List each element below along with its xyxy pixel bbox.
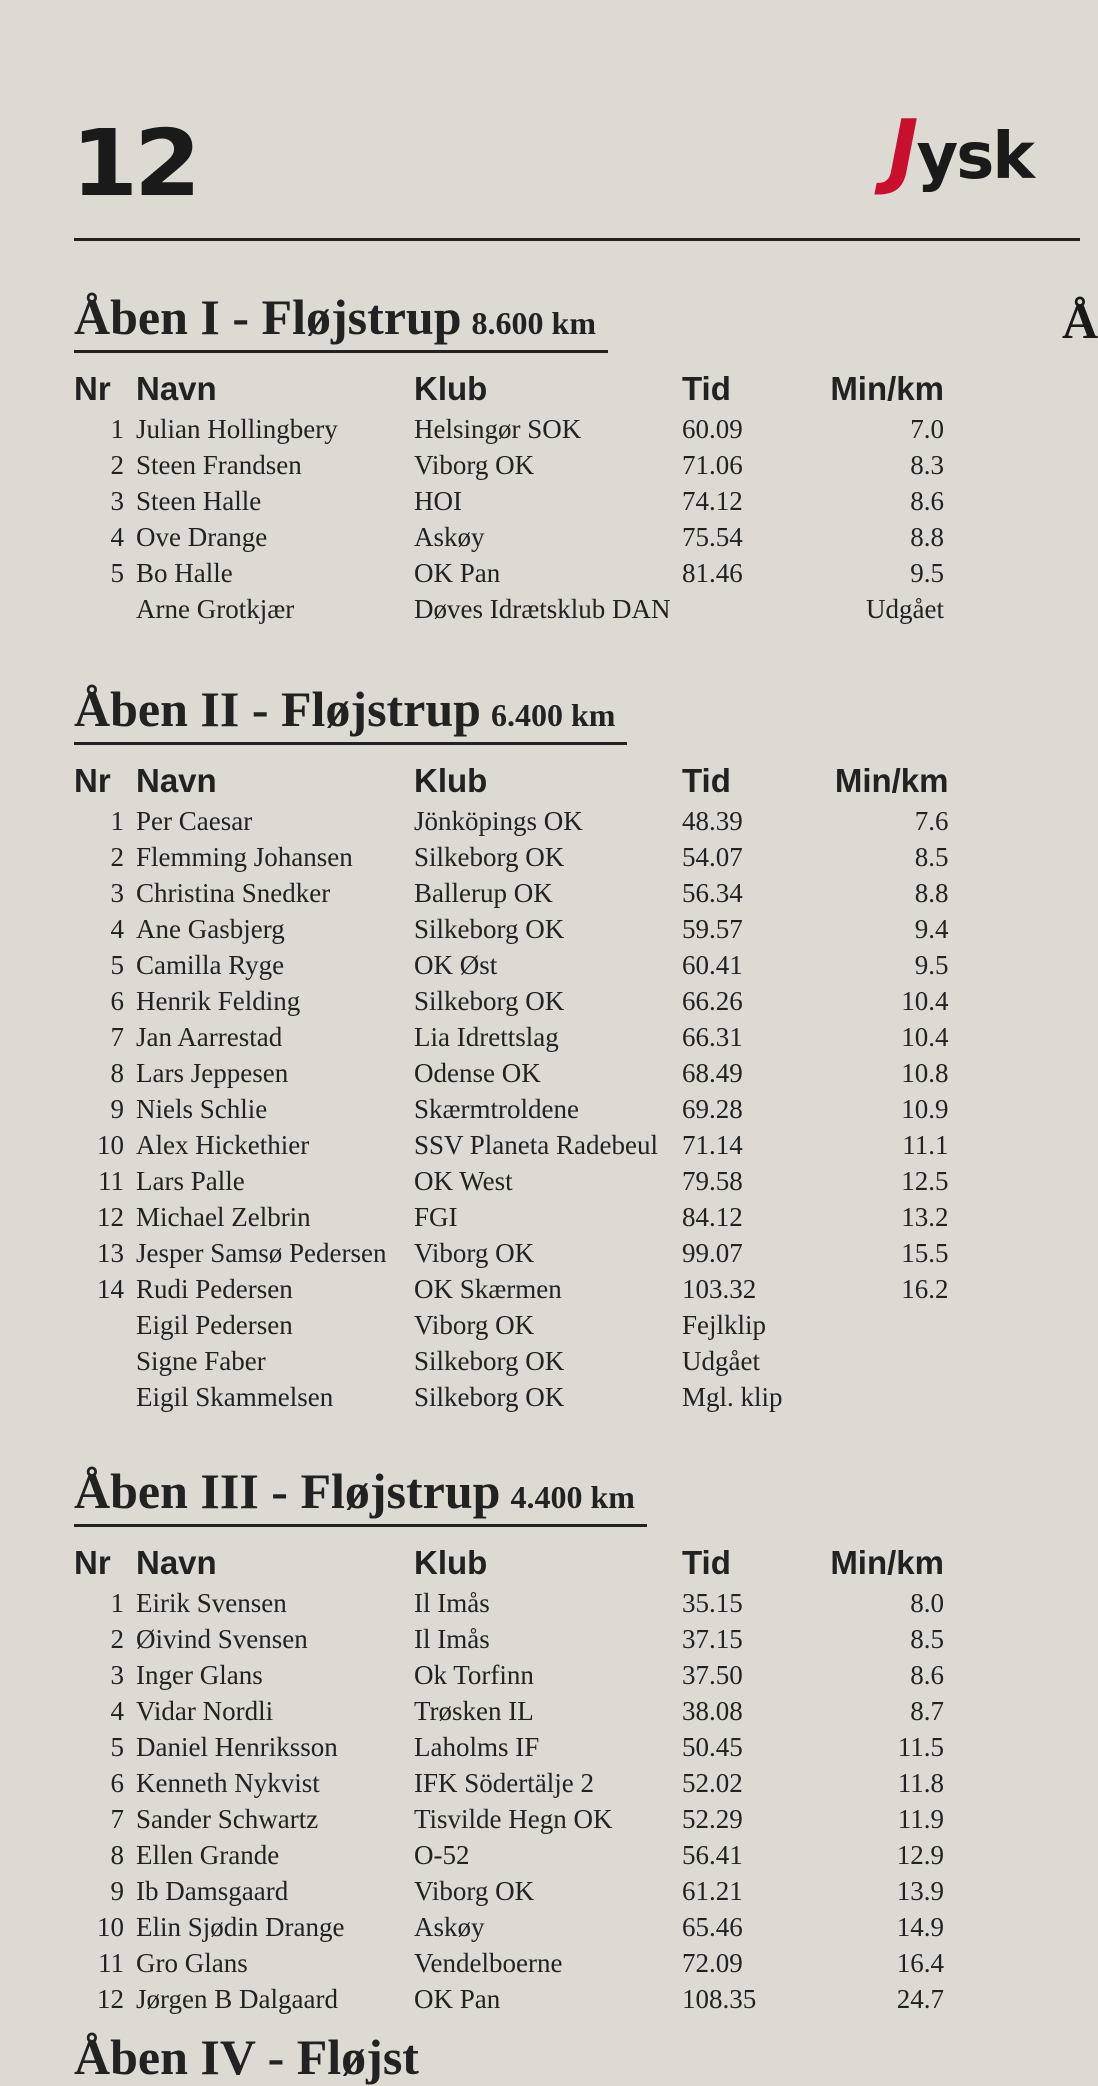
rank-cell: 2 xyxy=(110,1623,124,1654)
time-cell: 74.12 xyxy=(682,485,743,516)
time-cell: 52.29 xyxy=(682,1803,743,1834)
club-cell: Odense OK xyxy=(414,1057,541,1088)
name-cell: Daniel Henriksson xyxy=(136,1731,338,1762)
pace-cell: 8.5 xyxy=(914,841,949,872)
table-row xyxy=(74,1379,949,1415)
club-cell: Viborg OK xyxy=(414,449,535,480)
club-cell: OK Pan xyxy=(414,1983,501,2014)
pace-cell: 7.0 xyxy=(910,413,944,444)
time-cell: 66.26 xyxy=(682,985,743,1016)
club-cell: Lia Idrettslag xyxy=(414,1021,559,1052)
column-header-minkm: Min/km xyxy=(830,1544,944,1581)
rank-cell: 12 xyxy=(97,1201,124,1232)
table-row xyxy=(74,1019,949,1055)
name-cell: Niels Schlie xyxy=(136,1093,268,1124)
pace-cell: 8.6 xyxy=(910,1659,944,1690)
name-cell: Vidar Nordli xyxy=(136,1695,274,1726)
column-header-tid: Tid xyxy=(682,370,731,407)
rank-cell: 10 xyxy=(97,1129,124,1160)
name-cell: Jesper Samsø Pedersen xyxy=(136,1237,387,1268)
time-cell xyxy=(682,591,778,627)
time-cell: 68.49 xyxy=(682,1057,743,1088)
rank-cell: 1 xyxy=(110,805,124,836)
column-header-klub: Klub xyxy=(414,370,488,407)
time-cell: 84.12 xyxy=(682,1201,743,1232)
pace-cell: 8.8 xyxy=(910,521,944,552)
column-header-tid: Tid xyxy=(682,1544,731,1581)
name-cell: Ove Drange xyxy=(136,521,268,552)
name-cell: Jan Aarrestad xyxy=(136,1021,283,1052)
name-cell: Signe Faber xyxy=(136,1345,266,1376)
time-cell: Udgået xyxy=(682,1345,760,1376)
pace-cell: 16.4 xyxy=(896,1947,944,1978)
club-cell: Silkeborg OK xyxy=(414,1381,565,1412)
club-cell: HOI xyxy=(414,485,462,516)
rank-cell: 6 xyxy=(110,985,124,1016)
pace-cell: 8.5 xyxy=(910,1623,944,1654)
table-row xyxy=(74,1055,949,1091)
rank-cell: 3 xyxy=(110,485,124,516)
table-header-row xyxy=(74,367,944,411)
time-cell: 48.39 xyxy=(682,805,743,836)
name-cell: Eirik Svensen xyxy=(136,1587,287,1618)
table-row xyxy=(74,555,944,591)
time-cell: 38.08 xyxy=(682,1695,743,1726)
time-cell: Mgl. klip xyxy=(682,1381,783,1412)
rank-cell: 3 xyxy=(110,877,124,908)
name-cell: Eigil Pedersen xyxy=(136,1309,293,1340)
rank-cell: 9 xyxy=(110,1875,124,1906)
newspaper-brand-logo: Jysk xyxy=(888,103,1033,198)
pace-cell: 11.1 xyxy=(902,1129,949,1160)
club-cell: Askøy xyxy=(414,521,485,552)
rank-cell: 7 xyxy=(110,1021,124,1052)
pace-cell xyxy=(783,1379,949,1415)
club-cell: Jönköpings OK xyxy=(414,805,583,836)
table-row xyxy=(74,1307,949,1343)
pace-cell: 8.6 xyxy=(910,485,944,516)
rank-cell xyxy=(74,591,136,627)
name-cell: Christina Snedker xyxy=(136,877,331,908)
name-cell: Per Caesar xyxy=(136,805,253,836)
time-cell: 37.15 xyxy=(682,1623,743,1654)
pace-cell: 7.6 xyxy=(914,805,949,836)
time-cell: 108.35 xyxy=(682,1983,757,2014)
time-cell: 65.46 xyxy=(682,1911,743,1942)
club-cell: Silkeborg OK xyxy=(414,841,565,872)
table-row xyxy=(74,803,949,839)
table-row xyxy=(74,911,949,947)
section-title: Åben I - Fløjstrup 8.600 km xyxy=(74,288,608,353)
name-cell: Michael Zelbrin xyxy=(136,1201,311,1232)
name-cell: Elin Sjødin Drange xyxy=(136,1911,345,1942)
table-row xyxy=(74,1801,944,1837)
column-header-nr: Nr xyxy=(74,762,111,799)
table-row xyxy=(74,1945,944,1981)
table-row xyxy=(74,1765,944,1801)
column-header-nr: Nr xyxy=(74,1544,111,1581)
rank-cell: 4 xyxy=(110,1695,124,1726)
header-divider xyxy=(74,238,1080,241)
name-cell: Alex Hickethier xyxy=(136,1129,310,1160)
time-cell: 71.06 xyxy=(682,449,743,480)
pace-cell: 24.7 xyxy=(896,1983,944,2014)
club-cell: Ballerup OK xyxy=(414,877,553,908)
results-table xyxy=(74,759,949,1415)
club-cell: Askøy xyxy=(414,1911,485,1942)
club-cell: Døves Idrætsklub DAN xyxy=(414,593,671,624)
time-cell: 60.09 xyxy=(682,413,743,444)
rank-cell: 14 xyxy=(97,1273,124,1304)
rank-cell xyxy=(74,1379,136,1415)
pace-cell: 9.5 xyxy=(914,949,949,980)
rank-cell xyxy=(74,1343,136,1379)
rank-cell: 11 xyxy=(98,1947,124,1978)
column-header-minkm: Min/km xyxy=(834,762,949,799)
rank-cell: 5 xyxy=(110,1731,124,1762)
pace-cell: 11.9 xyxy=(897,1803,944,1834)
club-cell: IFK Södertälje 2 xyxy=(414,1767,594,1798)
pace-cell: 8.3 xyxy=(910,449,944,480)
pace-cell: 9.4 xyxy=(914,913,949,944)
rank-cell: 9 xyxy=(110,1093,124,1124)
name-cell: Arne Grotkjær xyxy=(136,593,295,624)
table-row xyxy=(74,1343,949,1379)
pace-cell xyxy=(783,1343,949,1379)
club-cell: Tisvilde Hegn OK xyxy=(414,1803,613,1834)
table-row xyxy=(74,483,944,519)
club-cell: Vendelboerne xyxy=(414,1947,563,1978)
club-cell: Viborg OK xyxy=(414,1237,535,1268)
table-row xyxy=(74,1235,949,1271)
table-header-row xyxy=(74,759,949,803)
name-cell: Steen Halle xyxy=(136,485,262,516)
table-row xyxy=(74,1657,944,1693)
rank-cell: 4 xyxy=(110,913,124,944)
table-row xyxy=(74,1199,949,1235)
name-cell: Jørgen B Dalgaard xyxy=(136,1983,338,2014)
table-row xyxy=(74,519,944,555)
club-cell: Silkeborg OK xyxy=(414,913,565,944)
pace-cell: 9.5 xyxy=(910,557,944,588)
column-header-minkm: Min/km xyxy=(830,370,944,407)
table-row xyxy=(74,1585,944,1621)
club-cell: OK Skærmen xyxy=(414,1273,562,1304)
rank-cell: 2 xyxy=(110,841,124,872)
club-cell: O-52 xyxy=(414,1839,470,1870)
name-cell: Henrik Felding xyxy=(136,985,301,1016)
next-section-title-partial: Åben IV - Fløjst xyxy=(74,2029,419,2085)
time-cell: 75.54 xyxy=(682,521,743,552)
results-table xyxy=(74,1541,944,2017)
club-cell: Silkeborg OK xyxy=(414,1345,565,1376)
table-row xyxy=(74,1621,944,1657)
time-cell: 56.34 xyxy=(682,877,743,908)
table-row xyxy=(74,1837,944,1873)
table-row xyxy=(74,1271,949,1307)
table-row xyxy=(74,411,944,447)
club-cell: Il Imås xyxy=(414,1587,490,1618)
rank-cell: 1 xyxy=(110,413,124,444)
table-row xyxy=(74,1909,944,1945)
name-cell: Ib Damsgaard xyxy=(136,1875,289,1906)
club-cell: Helsingør SOK xyxy=(414,413,582,444)
results-section-aaben-3 xyxy=(74,1462,974,2017)
time-cell: 56.41 xyxy=(682,1839,743,1870)
rank-cell: 6 xyxy=(110,1767,124,1798)
rank-cell: 5 xyxy=(110,949,124,980)
table-row xyxy=(74,1693,944,1729)
pace-cell: 15.5 xyxy=(901,1237,949,1268)
rank-cell: 12 xyxy=(97,1983,124,2014)
column-header-klub: Klub xyxy=(414,1544,488,1581)
name-cell: Sander Schwartz xyxy=(136,1803,319,1834)
time-cell: 35.15 xyxy=(682,1587,743,1618)
name-cell: Rudi Pedersen xyxy=(136,1273,293,1304)
rank-cell: 3 xyxy=(110,1659,124,1690)
pace-cell: 10.4 xyxy=(901,985,949,1016)
club-cell: Viborg OK xyxy=(414,1875,535,1906)
column-header-navn: Navn xyxy=(136,762,217,799)
section-title: Åben III - Fløjstrup 4.400 km xyxy=(74,1462,647,1527)
club-cell: Ok Torfinn xyxy=(414,1659,534,1690)
section-title: Åben II - Fløjstrup 6.400 km xyxy=(74,680,627,745)
name-cell: Steen Frandsen xyxy=(136,449,302,480)
time-cell: 54.07 xyxy=(682,841,743,872)
time-cell: 71.14 xyxy=(682,1129,743,1160)
time-cell: 99.07 xyxy=(682,1237,743,1268)
rank-cell: 8 xyxy=(110,1057,124,1088)
rank-cell: 10 xyxy=(97,1911,124,1942)
club-cell: FGI xyxy=(414,1201,458,1232)
table-row xyxy=(74,1127,949,1163)
pace-cell: 8.8 xyxy=(914,877,949,908)
time-cell: 81.46 xyxy=(682,557,743,588)
name-cell: Ane Gasbjerg xyxy=(136,913,285,944)
name-cell: Eigil Skammelsen xyxy=(136,1381,334,1412)
time-cell: Fejlklip xyxy=(682,1309,767,1340)
results-section-aaben-1 xyxy=(74,288,974,627)
rank-cell: 1 xyxy=(110,1587,124,1618)
column-header-tid: Tid xyxy=(682,762,731,799)
pace-cell: 10.8 xyxy=(901,1057,949,1088)
table-header-row xyxy=(74,1541,944,1585)
table-row xyxy=(74,1981,944,2017)
table-row xyxy=(74,947,949,983)
pace-cell: 10.4 xyxy=(901,1021,949,1052)
table-row xyxy=(74,1729,944,1765)
column-header-navn: Navn xyxy=(136,1544,217,1581)
table-row xyxy=(74,447,944,483)
rank-cell: 4 xyxy=(110,521,124,552)
page-number: 12 xyxy=(70,110,198,217)
rank-cell: 2 xyxy=(110,449,124,480)
club-cell: Il Imås xyxy=(414,1623,490,1654)
time-cell: 59.57 xyxy=(682,913,743,944)
column-header-navn: Navn xyxy=(136,370,217,407)
table-row xyxy=(74,839,949,875)
pace-cell: 13.2 xyxy=(901,1201,949,1232)
time-cell: 52.02 xyxy=(682,1767,743,1798)
table-row xyxy=(74,983,949,1019)
club-cell: OK Øst xyxy=(414,949,498,980)
results-section-aaben-2 xyxy=(74,680,974,1415)
results-table xyxy=(74,367,944,627)
time-cell: 50.45 xyxy=(682,1731,743,1762)
name-cell: Lars Palle xyxy=(136,1165,245,1196)
name-cell: Camilla Ryge xyxy=(136,949,285,980)
name-cell: Julian Hollingbery xyxy=(136,413,338,444)
pace-cell: 10.9 xyxy=(901,1093,949,1124)
club-cell: Laholms IF xyxy=(414,1731,540,1762)
name-cell: Inger Glans xyxy=(136,1659,263,1690)
name-cell: Flemming Johansen xyxy=(136,841,353,872)
name-cell: Gro Glans xyxy=(136,1947,248,1978)
club-cell: Skærmtroldene xyxy=(414,1093,579,1124)
club-cell: SSV Planeta Radebeul xyxy=(414,1129,658,1160)
name-cell: Ellen Grande xyxy=(136,1839,280,1870)
club-cell: Viborg OK xyxy=(414,1309,535,1340)
column-header-nr: Nr xyxy=(74,370,111,407)
table-row xyxy=(74,591,944,627)
rank-cell: 8 xyxy=(110,1839,124,1870)
name-cell: Kenneth Nykvist xyxy=(136,1767,320,1798)
pace-cell: 16.2 xyxy=(901,1273,949,1304)
time-cell: 103.32 xyxy=(682,1273,757,1304)
time-cell: 79.58 xyxy=(682,1165,743,1196)
club-cell: Silkeborg OK xyxy=(414,985,565,1016)
pace-cell: 13.9 xyxy=(896,1875,944,1906)
table-row xyxy=(74,1163,949,1199)
pace-cell: 8.7 xyxy=(910,1695,944,1726)
rank-cell: 13 xyxy=(97,1237,124,1268)
time-cell: 66.31 xyxy=(682,1021,743,1052)
column-header-klub: Klub xyxy=(414,762,488,799)
name-cell: Øivind Svensen xyxy=(136,1623,308,1654)
pace-cell: 11.8 xyxy=(897,1767,944,1798)
pace-cell xyxy=(783,1307,949,1343)
pace-cell: 14.9 xyxy=(896,1911,944,1942)
time-cell: 69.28 xyxy=(682,1093,743,1124)
pace-cell: 12.5 xyxy=(901,1165,949,1196)
table-row xyxy=(74,1873,944,1909)
pace-cell: 12.9 xyxy=(896,1839,944,1870)
rank-cell: 5 xyxy=(110,557,124,588)
time-cell: 37.50 xyxy=(682,1659,743,1690)
pace-cell: 8.0 xyxy=(910,1587,944,1618)
club-cell: Trøsken IL xyxy=(414,1695,534,1726)
rank-cell: 7 xyxy=(110,1803,124,1834)
time-cell: 61.21 xyxy=(682,1875,743,1906)
table-row xyxy=(74,1091,949,1127)
name-cell: Bo Halle xyxy=(136,557,233,588)
pace-cell: Udgået xyxy=(866,593,944,624)
adjacent-column-fragment: Å xyxy=(1062,293,1098,349)
rank-cell xyxy=(74,1307,136,1343)
rank-cell: 11 xyxy=(98,1165,124,1196)
club-cell: OK Pan xyxy=(414,557,501,588)
club-cell: OK West xyxy=(414,1165,513,1196)
time-cell: 60.41 xyxy=(682,949,743,980)
table-row xyxy=(74,875,949,911)
time-cell: 72.09 xyxy=(682,1947,743,1978)
name-cell: Lars Jeppesen xyxy=(136,1057,289,1088)
pace-cell: 11.5 xyxy=(897,1731,944,1762)
